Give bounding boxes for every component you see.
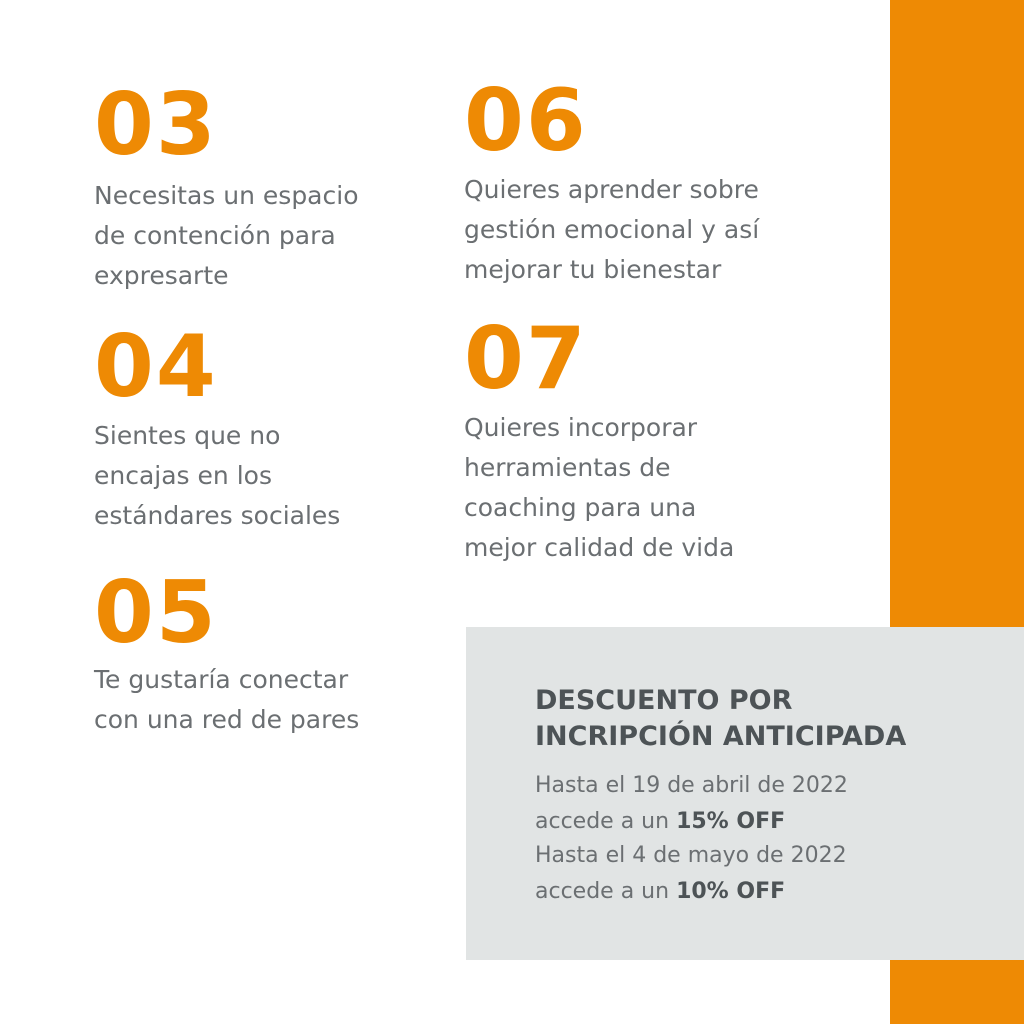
reason-number: 03 [94, 75, 218, 175]
reason-number: 04 [94, 317, 218, 417]
reason-text: Necesitas un espacio de contención para expresarte [94, 181, 359, 290]
reason-item-05 [94, 563, 360, 740]
promo-discount-10: 10% OFF [676, 879, 786, 904]
promo-line-4 [535, 877, 785, 907]
reason-item-07 [464, 309, 735, 568]
promo-line-4-prefix: accede a un [535, 879, 677, 904]
early-discount-panel [466, 627, 1024, 960]
reason-number: 06 [464, 71, 588, 171]
promo-line-2 [535, 807, 785, 837]
reason-text: Sientes que no encajas en los estándares sociales [94, 421, 341, 530]
promo-line-1: Hasta el 19 de abril de 2022 [535, 773, 848, 798]
promo-title: DESCUENTO POR INCRIPCIÓN ANTICIPADA [535, 685, 907, 752]
promo-line-2-prefix: accede a un [535, 809, 677, 834]
promo-discount-15: 15% OFF [676, 809, 786, 834]
reason-number: 07 [464, 309, 588, 409]
reason-item-06 [464, 71, 760, 290]
reason-number: 05 [94, 563, 218, 663]
reason-text: Quieres incorporar herramientas de coaching para una mejor calidad de vida [464, 413, 735, 562]
promo-line-3: Hasta el 4 de mayo de 2022 [535, 843, 847, 868]
reason-text: Te gustaría conectar con una red de pares [94, 665, 360, 734]
reason-text: Quieres aprender sobre gestión emocional y así mejorar tu bienestar [464, 175, 760, 284]
reason-item-04 [94, 317, 341, 536]
reason-item-03 [94, 75, 359, 296]
